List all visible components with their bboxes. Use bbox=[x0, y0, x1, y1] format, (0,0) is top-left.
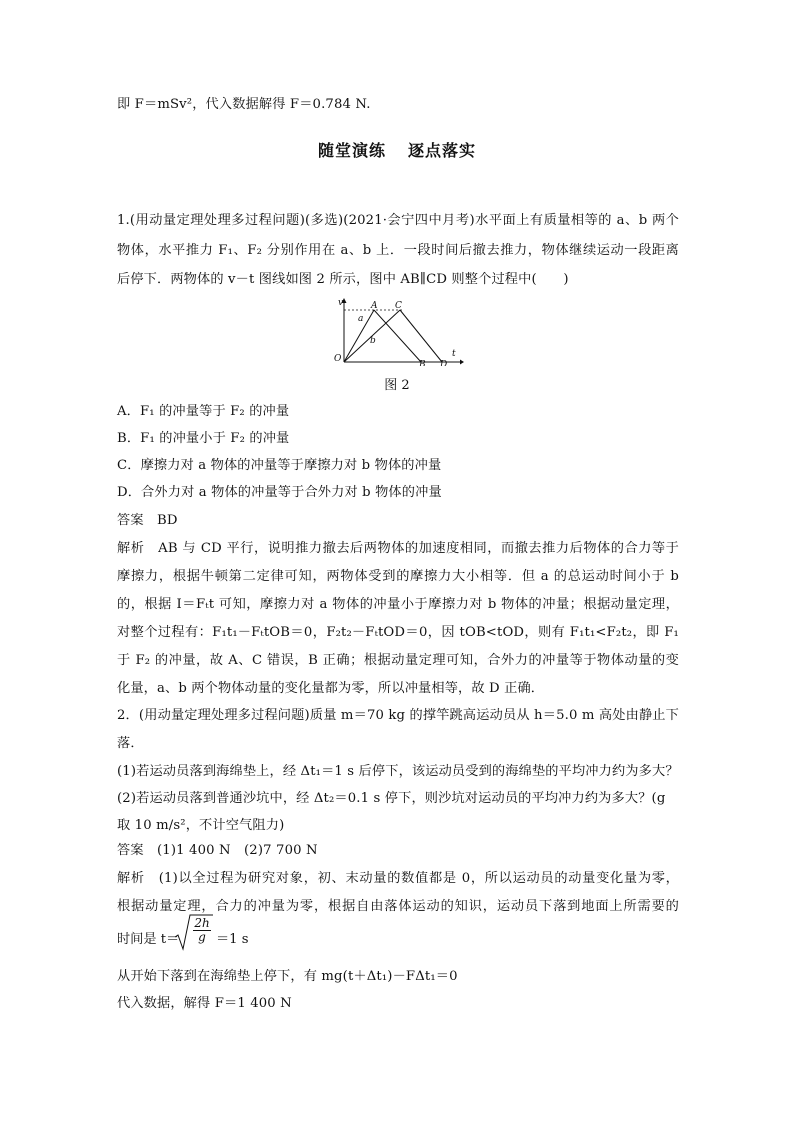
section-title-part-2: 逐点落实 bbox=[408, 141, 477, 160]
formula-prefix: 时间是 t＝ bbox=[117, 932, 180, 947]
text-line: 化量，a、b 两个物体动量的变化量都为零，所以冲量相等，故 D 正确． bbox=[117, 681, 545, 696]
text-line: 后停下．两物体的 v－t 图线如图 2 所示，图中 AB∥CD 则整个过程中( ) bbox=[117, 272, 569, 287]
formula-suffix: ＝1 s bbox=[216, 932, 249, 947]
label-b-point: B bbox=[419, 360, 426, 366]
text-line: B．F₁ 的冲量小于 F₂ 的冲量 bbox=[117, 431, 290, 446]
text-line: 1.(用动量定理处理多过程问题)(多选)(2021·会宁四中月考)水平面上有质量相等的 a、b 两个 bbox=[117, 213, 679, 228]
text-line: D．合外力对 a 物体的冲量等于合外力对 b 物体的冲量 bbox=[117, 485, 442, 500]
fraction-2h-over-g bbox=[193, 917, 211, 944]
text-line: 落． bbox=[117, 736, 144, 751]
label-a-line: a bbox=[358, 314, 364, 324]
text-line: (2)若运动员落到普通沙坑中，经 Δt₂＝0.1 s 停下，则沙坑对运动员的平均冲力约为多大？(g bbox=[117, 791, 666, 806]
text-line: C．摩擦力对 a 物体的冲量等于摩擦力对 b 物体的冲量 bbox=[117, 458, 442, 473]
text-line: 的，根据 I＝Fₜt 可知，摩擦力对 a 物体的冲量小于摩擦力对 b 物体的冲量；根据动量定理， bbox=[117, 597, 679, 612]
text-line: 摩擦力，根据牛顿第二定律可知，两物体受到的摩擦力大小相等．但 a 的总运动时间小于 b bbox=[117, 569, 679, 584]
text-line: 答案 BD bbox=[117, 513, 178, 528]
label-b-line: b bbox=[370, 336, 376, 346]
text-line: 解析 AB 与 CD 平行，说明推力撤去后两物体的加速度相同，而撤去推力后物体的合力等于 bbox=[117, 541, 679, 556]
label-a-point: A bbox=[371, 301, 378, 311]
text-line: 于 F₂ 的冲量，故 A、C 错误，B 正确；根据动量定理可知，合外力的冲量等于物体动量的变 bbox=[117, 653, 679, 668]
text-line: 对整个过程有：F₁t₁－FₜtOB＝0，F₂t₂－FₜtOD＝0，因 tOB<tOD，则有 F₁t₁<F₂t₂，即 F₁ bbox=[117, 625, 679, 640]
line-ab bbox=[374, 310, 421, 362]
t-axis-arrow bbox=[460, 360, 464, 365]
text-line: 代入数据，解得 F＝1 400 N bbox=[117, 996, 292, 1011]
label-c-point: C bbox=[395, 301, 402, 311]
label-d-point: D bbox=[440, 360, 448, 366]
text-line: 答案 (1)1 400 N (2)7 700 N bbox=[117, 843, 318, 858]
text-line: 2．(用动量定理处理多过程问题)质量 m＝70 kg 的撑竿跳高运动员从 h＝5.0 m 高处由静止下 bbox=[117, 708, 679, 723]
fraction-denominator: g bbox=[193, 930, 211, 944]
figure-caption: 图 2 bbox=[384, 378, 410, 393]
text-line: 从开始下落到在海绵垫上停下，有 mg(t＋Δt₁)－FΔt₁＝0 bbox=[117, 969, 458, 984]
section-title-part-1: 随堂演练 bbox=[317, 141, 386, 160]
text-line: 取 10 m/s²，不计空气阻力) bbox=[117, 818, 285, 833]
vt-graph-figure bbox=[332, 296, 464, 366]
label-v: v bbox=[338, 298, 344, 308]
label-o: O bbox=[334, 354, 342, 364]
text-line: A．F₁ 的冲量等于 F₂ 的冲量 bbox=[117, 404, 290, 419]
text-line: 解析 (1)以全过程为研究对象，初、末动量的数值都是 0，所以运动员的动量变化量为零， bbox=[117, 871, 679, 886]
fraction-numerator: 2h bbox=[194, 916, 210, 930]
label-t: t bbox=[452, 349, 456, 359]
text-line: 物体，水平推力 F₁、F₂ 分别作用在 a、b 上．一段时间后撤去推力，物体继续运动一段距离 bbox=[117, 243, 679, 258]
section-title bbox=[0, 138, 794, 161]
text-line: 即 F＝mSv²，代入数据解得 F＝0.784 N. bbox=[117, 97, 371, 112]
text-line: (1)若运动员落到海绵垫上，经 Δt₁＝1 s 后停下，该运动员受到的海绵垫的平均冲力约为多大？ bbox=[117, 764, 679, 779]
text-line: 根据动量定理，合力的冲量为零，根据自由落体运动的知识，运动员下落到地面上所需要的 bbox=[117, 899, 679, 914]
line-cd bbox=[400, 310, 442, 362]
